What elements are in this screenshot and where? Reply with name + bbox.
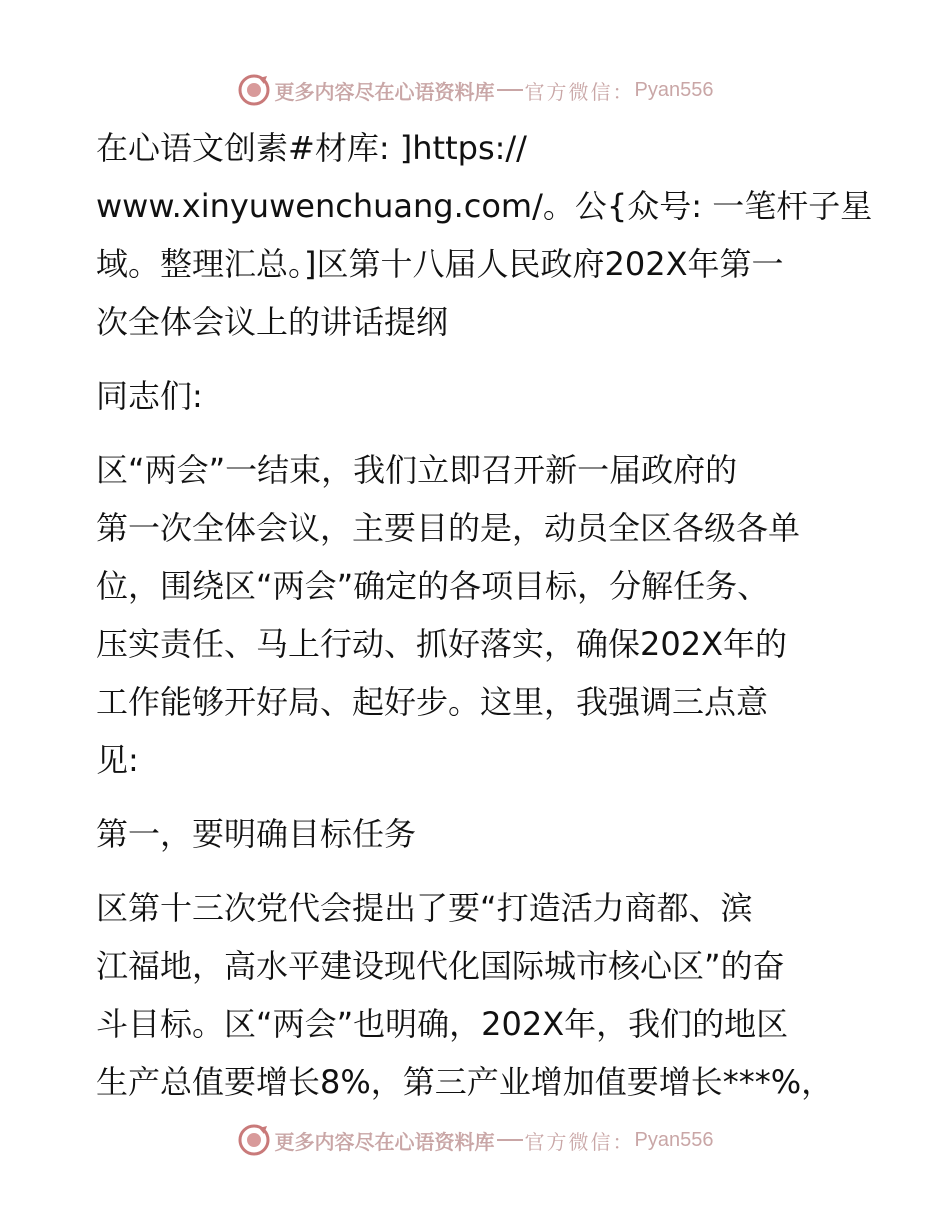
banner-main-text: 更多内容尽在心语资料库 — [274, 1129, 495, 1154]
watermark-banner-bottom — [0, 1122, 950, 1158]
text-line: 压实责任、马上行动、抓好落实，确保202X年的 — [96, 625, 788, 663]
banner-dash — [497, 89, 523, 91]
section-heading: 第一，要明确目标任务 — [96, 815, 417, 853]
banner-wechat-id: Pyan556 — [634, 1128, 714, 1151]
logo-icon — [237, 1123, 271, 1157]
text-line: 在心语文创素#材库: ]https:// — [96, 129, 527, 167]
text-line: 工作能够开好局、起好步。这里，我强调三点意 — [96, 683, 769, 721]
watermark-banner-top — [0, 72, 950, 108]
text-line: 斗目标。区“两会”也明确，202X年，我们的地区 — [96, 1005, 789, 1043]
text-line: 江福地，高水平建设现代化国际城市核心区”的奋 — [96, 947, 785, 985]
logo-icon — [237, 73, 271, 107]
banner-main-text: 更多内容尽在心语资料库 — [274, 79, 495, 104]
banner-wechat-id: Pyan556 — [634, 78, 714, 101]
text-line: 位，围绕区“两会”确定的各项目标，分解任务、 — [96, 567, 770, 605]
banner-dash — [497, 1139, 523, 1141]
text-line: 生产总值要增长8%，第三产业增加值要增长***%， — [96, 1063, 834, 1101]
text-line: www.xinyuwenchuang.com/。公{众号: 一笔杆子星 — [96, 187, 873, 225]
salutation: 同志们: — [96, 377, 203, 415]
text-line: 第一次全体会议，主要目的是，动员全区各级各单 — [96, 509, 801, 547]
text-line: 区“两会”一结束，我们立即召开新一届政府的 — [96, 451, 738, 489]
text-line: 次全体会议上的讲话提纲 — [96, 303, 449, 341]
text-line: 域。整理汇总。]区第十八届人民政府202X年第一 — [96, 245, 784, 283]
text-line: 区第十三次党代会提出了要“打造活力商都、滨 — [96, 889, 753, 927]
banner-sub-text: 官方微信： — [524, 1129, 635, 1154]
banner-sub-text: 官方微信： — [524, 79, 635, 104]
text-line: 见: — [96, 741, 139, 779]
